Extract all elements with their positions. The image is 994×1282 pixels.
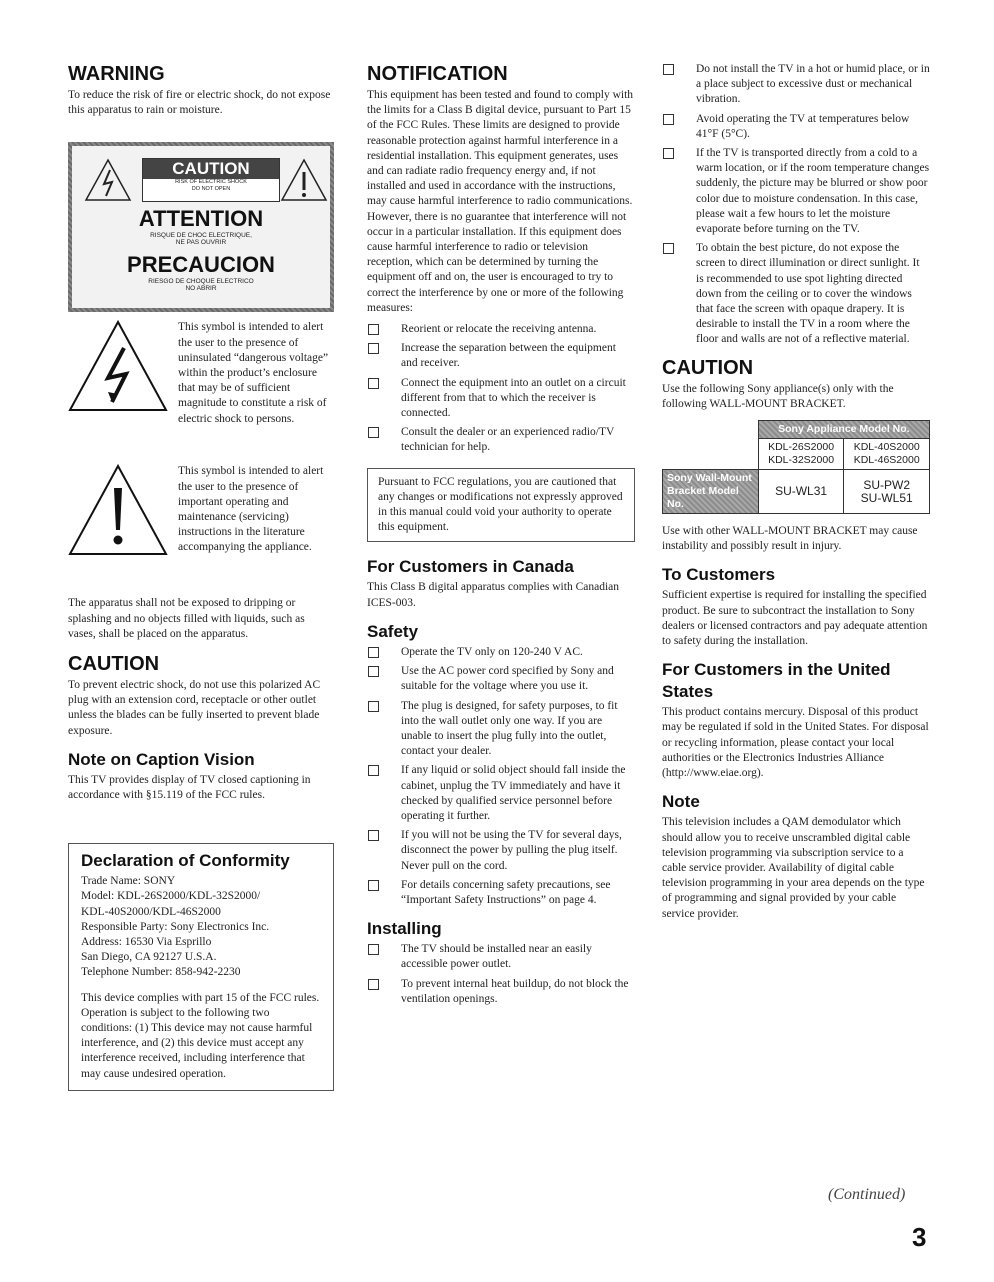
us-customers-heading: For Customers in the United States — [662, 660, 891, 702]
table-cell: SU-PW2 SU-WL51 — [844, 470, 930, 514]
lightning-symbol-row — [68, 320, 334, 456]
installing-continued-list — [662, 62, 930, 348]
list-item: The plug is designed, for safety purposes, to fit into the wall outlet only one way. If you are unable to insert the plug fully into the outlet, contact your dealer. — [367, 699, 635, 760]
list-item: If the TV is transported directly from a cold to a warm location, or if the room temperature changes suddenly, the picture may be blurred or show poor color due to moisture condensation. In this case, please wait a few hours to let the moisture evaporate before turning on the TV. — [662, 146, 930, 237]
exclamation-warning-icon — [280, 158, 328, 202]
table-cell: SU-WL31 — [758, 470, 844, 514]
warning-heading: WARNING — [68, 63, 165, 85]
declaration-address: Address: 16530 Via Esprillo — [81, 936, 212, 949]
installing-heading: Installing — [367, 919, 442, 939]
caution-label-title: CAUTION — [143, 159, 279, 179]
checkbox-square-icon — [368, 944, 379, 955]
table-row-label: Sony Wall-Mount Bracket Model No. — [663, 470, 759, 514]
checkbox-square-icon — [368, 666, 379, 677]
declaration-party: Responsible Party: Sony Electronics Inc. — [81, 920, 270, 933]
list-item: Operate the TV only on 120-240 V AC. — [367, 645, 635, 660]
checkbox-square-icon — [368, 427, 379, 438]
checkbox-square-icon — [368, 378, 379, 389]
notification-heading: NOTIFICATION — [367, 63, 508, 85]
page-number: 3 — [912, 1222, 927, 1252]
to-customers-text: Sufficient expertise is required for installing the specified product. Be sure to subcontract the installation to Sony dealers or licensed contractors and pay adequate attention to safety during the installation. — [662, 589, 928, 648]
declaration-box — [68, 843, 334, 1091]
list-item: Increase the separation between the equipment and receiver. — [367, 341, 635, 371]
checkbox-square-icon — [368, 343, 379, 354]
checkbox-square-icon — [368, 979, 379, 990]
declaration-city: San Diego, CA 92127 U.S.A. — [81, 951, 217, 964]
table-cell: KDL-40S2000 KDL-46S2000 — [844, 439, 930, 470]
us-customers-text: This product contains mercury. Disposal of this product may be regulated if sold in the United States. For disposal or recycling information, please contact your local authorities or the Electronics Industries Alliance (http://www.eiae.org). — [662, 706, 929, 780]
safety-section — [367, 621, 635, 908]
declaration-compliance: This device complies with part 15 of the FCC rules. Operation is subject to the following two conditions: (1) This device may not cause harmful interference, and (2) this device must accept any interference received, including interference that may cause undesired operation. — [81, 991, 320, 1080]
list-item: If you will not be using the TV for several days, disconnect the power by pulling the plug itself. Never pull on the cord. — [367, 828, 635, 874]
installing-list — [367, 942, 635, 1007]
checkbox-square-icon — [368, 701, 379, 712]
attention-sub1: RISQUE DE CHOC ELECTRIQUE, — [150, 232, 252, 240]
precaucion-sub2: NO ABRIR — [185, 285, 217, 293]
caution-plug-text: To prevent electric shock, do not use this polarized AC plug with an extension cord, receptacle or other outlet unless the blades can be fully inserted to prevent blade exposure. — [68, 679, 321, 737]
notification-text: This equipment has been tested and found to comply with the limits for a Class B digital device, pursuant to Part 15 of the FCC Rules. These limits are designed to provide reasonable protection against harmful interference in a residential installation. This equipment generates, uses and can radiate radio frequency energy and, if not installed and used in accordance with the instructions, may cause harmful interference to radio communications. However, there is no guarantee that interference will not occur in a particular installation. If this equipment does cause harmful interference to radio or television reception, which can be determined by turning the equipment off and on, the user is encouraged to try to correct the interference by one or more of the following measures: — [367, 89, 634, 314]
continued-label: (Continued) — [828, 1186, 906, 1203]
apparatus-text: The apparatus shall not be exposed to dripping or splashing and no objects filled with liquids, such as vases, shall be placed on the apparatus. — [68, 597, 305, 640]
list-item: Avoid operating the TV at temperatures below 41°F (5°C). — [662, 112, 930, 142]
declaration-phone: Telephone Number: 858-942-2230 — [81, 966, 241, 979]
safety-list — [367, 645, 635, 908]
checkbox-square-icon — [663, 114, 674, 125]
checkbox-square-icon — [368, 880, 379, 891]
caution-plug-section — [68, 652, 334, 739]
installing-section — [367, 918, 635, 1007]
checkbox-square-icon — [368, 765, 379, 776]
caution-label-graphic — [68, 142, 334, 312]
caution-bracket-intro: Use the following Sony appliance(s) only with the following WALL-MOUNT BRACKET. — [662, 382, 894, 410]
to-customers-section — [662, 564, 930, 649]
list-item: For details concerning safety precautions, see “Important Safety Instructions” on page 4. — [367, 878, 635, 908]
caution-label-sub2: DO NOT OPEN — [191, 186, 231, 193]
canada-section — [367, 556, 635, 610]
checkbox-square-icon — [663, 243, 674, 254]
checkbox-square-icon — [368, 830, 379, 841]
caution-label-sub1: RISK OF ELECTRIC SHOCK — [175, 179, 247, 186]
checkbox-square-icon — [663, 148, 674, 159]
declaration-model1: Model: KDL-26S2000/KDL-32S2000/ — [81, 890, 261, 903]
table-header: Sony Appliance Model No. — [758, 421, 929, 439]
apparatus-note — [68, 596, 334, 642]
list-item: Consult the dealer or an experienced radio/TV technician for help. — [367, 425, 635, 455]
checkbox-square-icon — [368, 647, 379, 658]
fcc-notice-box — [367, 468, 635, 543]
warning-text: To reduce the risk of fire or electric shock, do not expose this apparatus to rain or moisture. — [68, 89, 331, 117]
to-customers-heading: To Customers — [662, 565, 776, 585]
note-heading: Note — [662, 792, 700, 812]
notification-section — [367, 62, 635, 316]
exclamation-symbol-icon — [68, 464, 168, 556]
exclamation-symbol-row — [68, 464, 334, 588]
caution-plug-heading: CAUTION — [68, 653, 160, 676]
lightning-warning-icon — [84, 158, 132, 202]
list-item: Reorient or relocate the receiving antenna. — [367, 322, 635, 337]
attention-label: ATTENTION — [138, 206, 264, 232]
caution-band — [142, 158, 280, 202]
list-item: To prevent internal heat buildup, do not block the ventilation openings. — [367, 977, 635, 1007]
caution-bracket-outro: Use with other WALL-MOUNT BRACKET may cause instability and possibly result in injury. — [662, 525, 918, 553]
declaration-trade: Trade Name: SONY — [81, 875, 176, 888]
us-customers-section — [662, 659, 930, 781]
declaration-heading: Declaration of Conformity — [81, 851, 290, 871]
checkbox-square-icon — [368, 324, 379, 335]
list-item: The TV should be installed near an easily accessible power outlet. — [367, 942, 635, 972]
caution-bracket-heading: CAUTION — [662, 356, 754, 379]
canada-text: This Class B digital apparatus complies with Canadian ICES-003. — [367, 581, 620, 609]
lightning-symbol-icon — [68, 320, 168, 412]
lightning-symbol-text: This symbol is intended to alert the user to the presence of uninsulated “dangerous voltage” within the product’s enclosure that may be of sufficient magnitude to constitute a risk of electric shock to persons. — [178, 321, 329, 425]
caption-vision-section — [68, 749, 334, 803]
attention-sub2: NE PAS OUVRIR — [175, 239, 227, 247]
note-section — [662, 791, 930, 921]
notification-list — [367, 322, 635, 456]
exclamation-symbol-text: This symbol is intended to alert the user to the presence of important operating and maintenance (servicing) instructions in the literature accompanying the appliance. — [178, 465, 324, 554]
caution-bracket-section — [662, 356, 930, 555]
precaucion-label: PRECAUCION — [127, 252, 275, 278]
column-right — [662, 62, 930, 932]
list-item: Do not install the TV in a hot or humid place, or in a place subject to excessive dust or mechanical vibration. — [662, 62, 930, 108]
fcc-notice-text: Pursuant to FCC regulations, you are cautioned that any changes or modifications not expressly approved in this manual could void your authority to operate this equipment. — [378, 475, 623, 534]
note-text: This television includes a QAM demodulator which should allow you to receive unscrambled digital cable television programming via subscription service to a cable service provider. Availability of digital cable television programming in your area depends on the type of programming and signal provided by your cable service provider. — [662, 816, 925, 920]
warning-section — [68, 62, 334, 118]
list-item: If any liquid or solid object should fall inside the cabinet, unplug the TV immediately and have it checked by qualified service personnel before operating it further. — [367, 763, 635, 824]
list-item: Use the AC power cord specified by Sony and suitable for the voltage where you use it. — [367, 664, 635, 694]
bracket-compatibility-table — [662, 420, 930, 514]
table-cell: KDL-26S2000 KDL-32S2000 — [758, 439, 844, 470]
canada-heading: For Customers in Canada — [367, 557, 574, 577]
column-middle — [367, 62, 635, 1017]
safety-heading: Safety — [367, 621, 419, 641]
precaucion-sub1: RIESGO DE CHOQUE ELECTRICO — [148, 278, 254, 286]
column-left — [68, 62, 334, 1091]
checkbox-square-icon — [663, 64, 674, 75]
declaration-model2: KDL-40S2000/KDL-46S2000 — [81, 905, 221, 918]
caption-vision-text: This TV provides display of TV closed captioning in accordance with §15.119 of the FCC rules. — [68, 773, 311, 802]
list-item: To obtain the best picture, do not expose the screen to direct illumination or direct sunlight. It is recommended to use spot lighting directed down from the ceiling or to cover the windows that face the screen with opaque drapery. It is desirable to install the TV in a room where the floor and walls are not of a reflective material. — [662, 241, 930, 347]
caption-vision-heading: Note on Caption Vision — [68, 749, 255, 769]
list-item: Connect the equipment into an outlet on a circuit different from that to which the receiver is connected. — [367, 376, 635, 422]
